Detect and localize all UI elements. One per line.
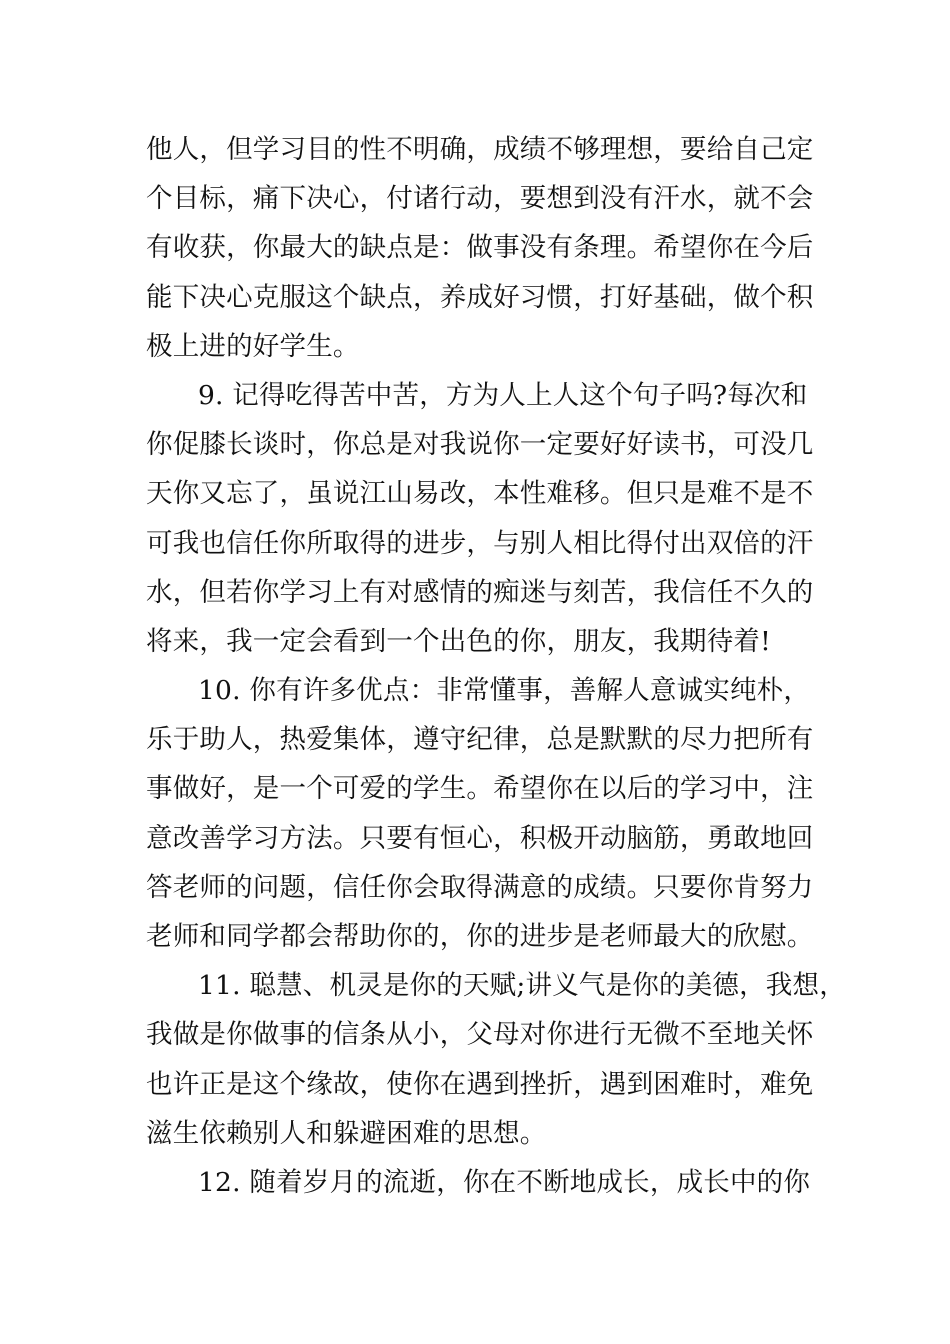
text-line: 能下决心克服这个缺点，养成好习惯，打好基础，做个积 xyxy=(146,281,814,313)
text-line: 个目标，痛下决心，付诸行动，要想到没有汗水，就不会 xyxy=(146,183,814,215)
text-line: 10. 你有许多优点：非常懂事，善解人意诚实纯朴， xyxy=(198,675,811,707)
text-line: 12. 随着岁月的流逝，你在不断地成长，成长中的你 xyxy=(198,1166,811,1198)
text-line: 可我也信任你所取得的进步，与别人相比得付出双倍的汗 xyxy=(146,527,814,559)
text-line: 将来，我一定会看到一个出色的你，朋友，我期待着! xyxy=(146,625,771,657)
document-body xyxy=(146,125,846,1207)
text-line: 老师和同学都会帮助你的，你的进步是老师最大的欣慰。 xyxy=(146,921,814,952)
text-line: 11. 聪慧、机灵是你的天赋;讲义气是你的美德，我想， xyxy=(198,970,846,1002)
text-line: 水，但若你学习上有对感情的痴迷与刻苦，我信任不久的 xyxy=(146,576,814,608)
text-line: 9. 记得吃得苦中苦，方为人上人这个句子吗?每次和 xyxy=(198,379,808,411)
text-line: 滋生依赖别人和躲避困难的思想。 xyxy=(146,1117,547,1149)
text-line: 答老师的问题，信任你会取得满意的成绩。只要你肯努力 xyxy=(146,871,814,903)
text-line: 意改善学习方法。只要有恒心，积极开动脑筋，勇敢地回 xyxy=(146,822,814,854)
text-line: 你促膝长谈时，你总是对我说你一定要好好读书，可没几 xyxy=(146,429,814,461)
text-line: 乐于助人，热爱集体，遵守纪律，总是默默的尽力把所有 xyxy=(146,724,814,756)
text-line: 天你又忘了，虽说江山易改，本性难移。但只是难不是不 xyxy=(146,478,814,510)
text-line: 我做是你做事的信条从小，父母对你进行无微不至地关怀 xyxy=(146,1019,814,1051)
text-line: 有收获，你最大的缺点是：做事没有条理。希望你在今后 xyxy=(146,232,814,264)
text-line: 事做好，是一个可爱的学生。希望你在以后的学习中，注 xyxy=(146,773,814,805)
text-line: 他人，但学习目的性不明确，成绩不够理想，要给自己定 xyxy=(146,134,814,165)
text-line: 也许正是这个缘故，使你在遇到挫折，遇到困难时，难免 xyxy=(146,1068,814,1100)
text-line: 极上进的好学生。 xyxy=(146,330,360,362)
